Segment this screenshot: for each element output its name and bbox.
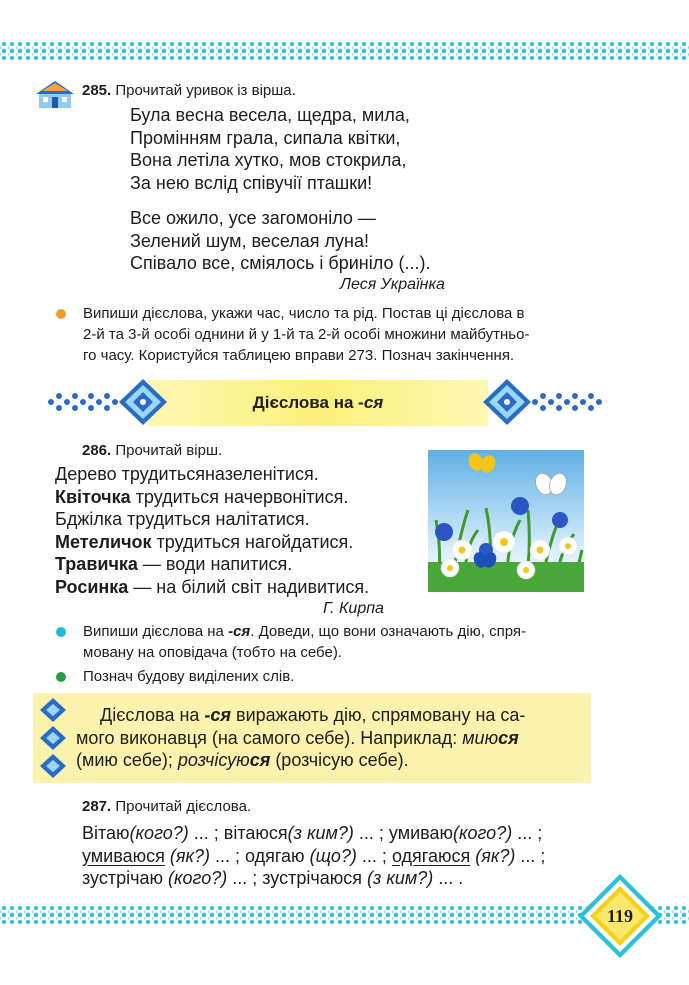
poem-line: Травичка — води напитися. bbox=[55, 554, 293, 574]
ex286-author: Г. Кирпа bbox=[323, 600, 384, 617]
orange-bullet-icon bbox=[56, 309, 66, 319]
poem-line: Все ожило, усе загомоніло — bbox=[130, 208, 376, 228]
top-ornament-border bbox=[0, 40, 689, 62]
poem-line: Зелений шум, веселая луна! bbox=[130, 230, 369, 251]
poem-line: Співало все, сміялось і бриніло (...). bbox=[130, 253, 431, 273]
ex285-stanza2 bbox=[130, 207, 510, 275]
ex287-header bbox=[82, 796, 251, 817]
ex286-number: 286. bbox=[82, 442, 112, 459]
house-icon bbox=[32, 80, 78, 110]
ex286-task2: Познач будову виділених слів. bbox=[83, 668, 295, 685]
right-ornament bbox=[480, 378, 605, 426]
section-title bbox=[148, 393, 488, 413]
poem-line: Була весна весела, щедра, мила, bbox=[130, 105, 410, 125]
ex285-header bbox=[82, 80, 296, 101]
rule-text: Дієслова на -ся виражають дію, спрямовану на са- мого виконавця (на самого себе). Наприклад: миюся (мию себе); розчісуюся (розчісую себе). bbox=[76, 705, 526, 770]
ex287-verbs: Вітаю(кого?) ... ; вітаюся(з ким?) ... ; умиваю(кого?) ... ; умиваюся (як?) ... ; одягаю (що?) ... ; одягаюся (як?) ... ; зустрічаю (кого?) ... ; зустрічаюся (з ким?) ... . bbox=[82, 823, 546, 888]
ex286-poem bbox=[55, 463, 415, 598]
ex287-number: 287. bbox=[82, 798, 112, 815]
ex286-task1: Випиши дієслова на -ся. Доведи, що вони означають дію, спря- мовану на оповідача (тобто на себе). bbox=[83, 623, 527, 661]
ex286-instruction: Прочитай вірш. bbox=[115, 442, 223, 459]
section-title-prefix: Дієслова на bbox=[252, 393, 354, 412]
rule-ornament bbox=[36, 696, 70, 780]
task-line: 2-й та 3-й особі однини й у 1-й та 2-й особі множини майбутньо- bbox=[83, 326, 530, 343]
poem-line: Квіточка трудиться начервонітися. bbox=[55, 486, 349, 507]
section-title-suffix: -ся bbox=[358, 393, 384, 412]
poem-line: Метеличок трудиться нагойдатися. bbox=[55, 531, 354, 552]
ex285-task bbox=[83, 303, 603, 366]
poem-line: Росинка — на білий світ надивитися. bbox=[55, 576, 370, 597]
ex285-instruction: Прочитай уривок із вірша. bbox=[115, 82, 296, 99]
poem-line: Промінням грала, сипала квітки, bbox=[130, 127, 401, 148]
ex285-author: Леся Українка bbox=[340, 276, 445, 293]
poem-line: Вона летіла хутко, мов стокрила, bbox=[130, 150, 407, 170]
ex285-number: 285. bbox=[82, 82, 112, 99]
task-line: Випиши дієслова, укажи час, число та рід. Постав ці дієслова в bbox=[83, 305, 525, 322]
green-bullet-icon bbox=[56, 672, 66, 682]
page-number: 119 bbox=[606, 906, 633, 926]
ex285-stanza1 bbox=[130, 104, 490, 194]
ex286-header bbox=[82, 440, 222, 461]
poem-line: Бджілка трудиться налітатися. bbox=[55, 509, 310, 529]
flowers-butterflies-illustration bbox=[428, 450, 584, 592]
cyan-bullet-icon bbox=[56, 627, 66, 637]
poem-line: За нею вслід співучії пташки! bbox=[130, 172, 373, 193]
task-line: го часу. Користуйся таблицею вправи 273. Познач закінчення. bbox=[83, 347, 515, 364]
ex287-instruction: Прочитай дієслова. bbox=[115, 798, 252, 815]
poem-line: Дерево трудитьсяназеленітися. bbox=[55, 464, 319, 484]
